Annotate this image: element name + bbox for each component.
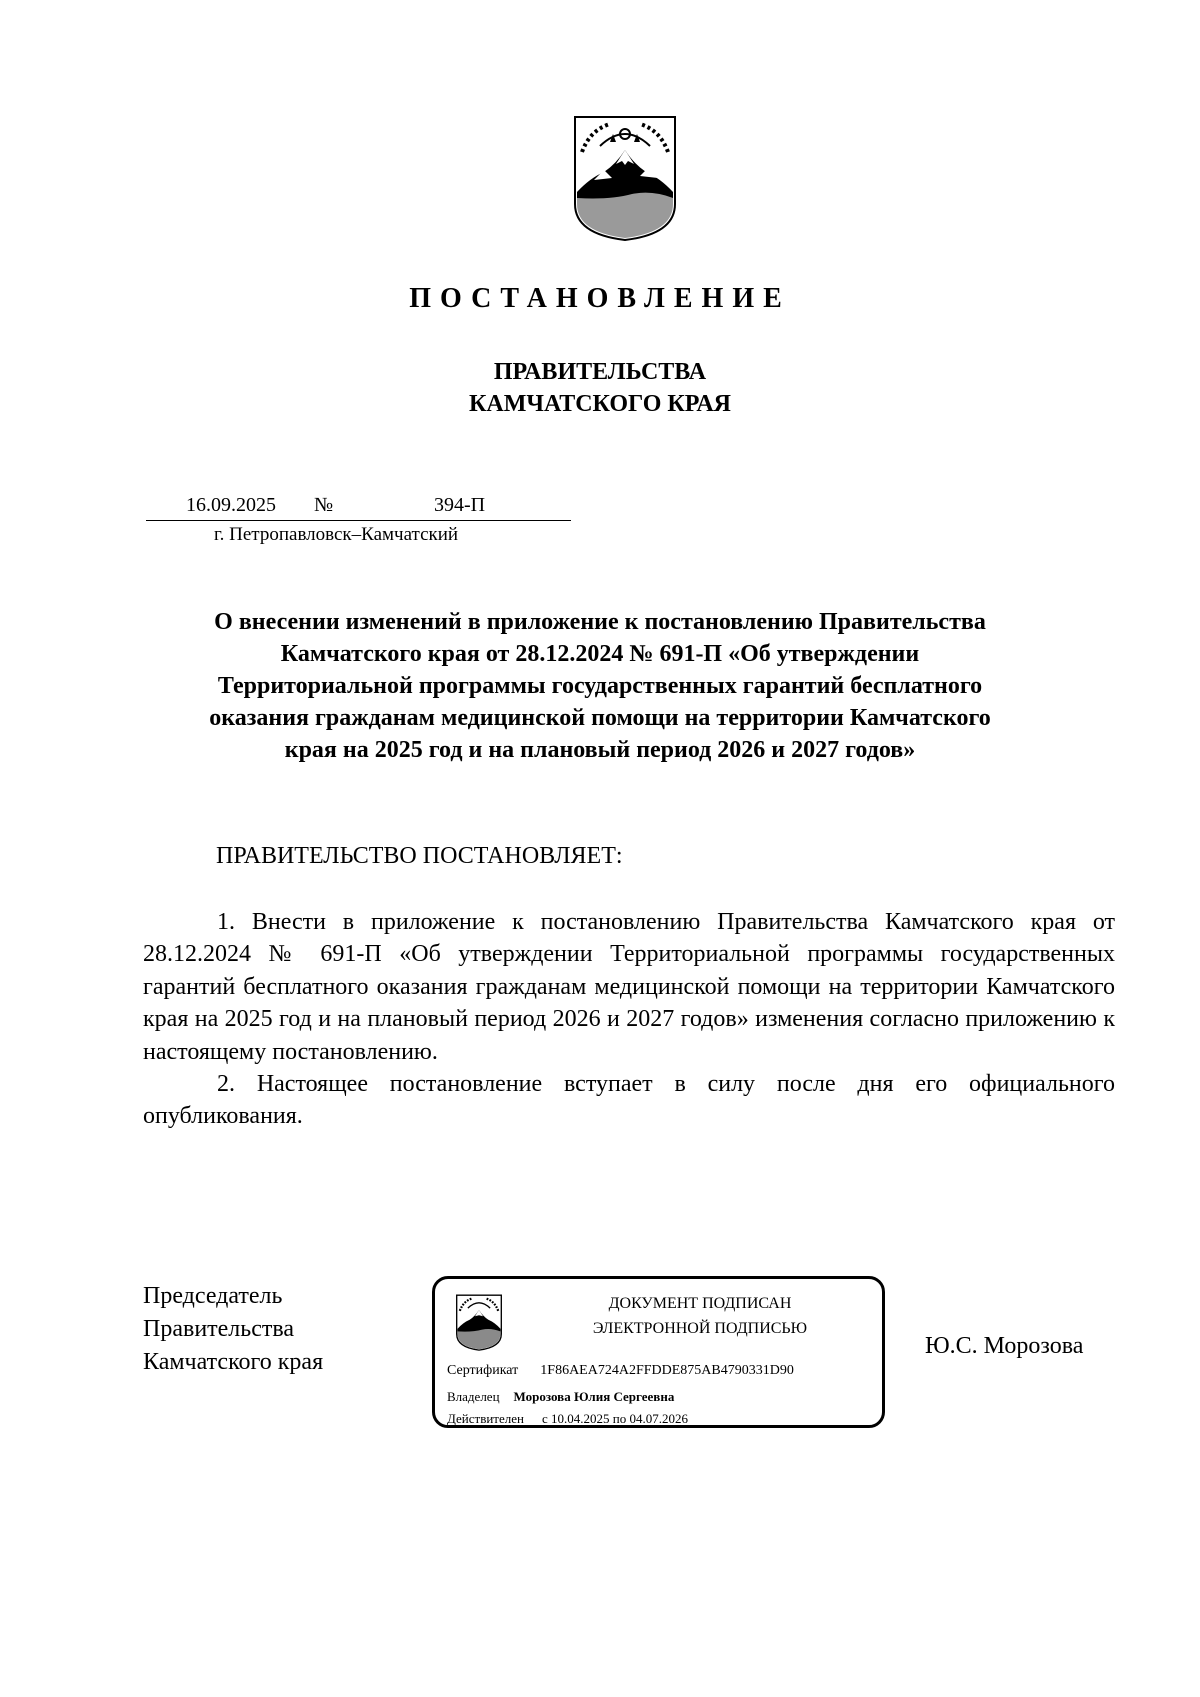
signer-name: Ю.С. Морозова [925,1333,1084,1359]
paragraph-item-1: 1. Внести в приложение к постановлению Правительства Камчатского края от 28.12.2024 № 691-П «Об утверждении Территориальной программы государственных гарантий бесплатного оказания гражданам медицинской помощи на территории Камчатского края на 2025 год и на плановый период 2026 и 2027 годов» изменения согласно приложению к настоящему постановлению. [143,909,1115,1065]
electronic-signature-stamp [432,1276,885,1428]
signer-title-line: Председатель [143,1283,283,1309]
city: г. Петропавловск–Камчатский [214,524,459,545]
signer-title [143,1280,323,1379]
document-date: 16.09.2025 [186,494,276,516]
issuer [0,356,1200,420]
subject-line: края на 2025 год и на плановый период 2026 и 2027 годов» [284,737,916,763]
valid-label: Действителен [447,1411,524,1426]
subject-line: О внесении изменений в приложение к постановлению Правительства [214,609,986,635]
stamp-validity [447,1411,688,1427]
issuer-line: КАМЧАТСКОГО КРАЯ [468,391,732,417]
number-sign: № [314,494,334,516]
valid-value: с 10.04.2025 по 04.07.2026 [541,1411,688,1426]
signer-title-line: Камчатского края [143,1349,324,1375]
stamp-certificate [447,1363,794,1379]
document-body [143,906,1115,1133]
subject-line: оказания гражданам медицинской помощи на территории Камчатского [209,705,991,731]
coat-of-arms-icon [570,112,680,242]
stamp-owner [447,1389,674,1405]
subject-line: Камчатского края от 28.12.2024 № 691-П «Об утверждении [280,641,920,667]
certificate-label: Сертификат [447,1363,519,1378]
paragraph-item-2: 2. Настоящее постановление вступает в силу после дня его официального опубликования. [143,1071,1115,1130]
stamp-heading: ДОКУМЕНТ ПОДПИСАН [608,1295,792,1312]
document-type: ПОСТАНОВЛЕНИЕ [409,283,791,314]
decree-heading: ПРАВИТЕЛЬСТВО ПОСТАНОВЛЯЕТ: [216,843,623,869]
certificate-value: 1F86AEA724A2FFDDE875AB4790331D90 [540,1363,794,1378]
document-number: 394-П [434,494,486,516]
signer-title-line: Правительства [143,1316,295,1342]
stamp-heading: ЭЛЕКТРОННОЙ ПОДПИСЬЮ [592,1320,808,1337]
subject-line: Территориальной программы государственных гарантий бесплатного [217,673,983,699]
document-subject [150,606,1050,766]
issuer-line: ПРАВИТЕЛЬСТВА [493,359,707,385]
registration-line [146,494,571,521]
owner-label: Владелец [447,1389,500,1404]
owner-value: Морозова Юлия Сергеевна [513,1389,675,1404]
coat-of-arms-icon [453,1293,505,1351]
